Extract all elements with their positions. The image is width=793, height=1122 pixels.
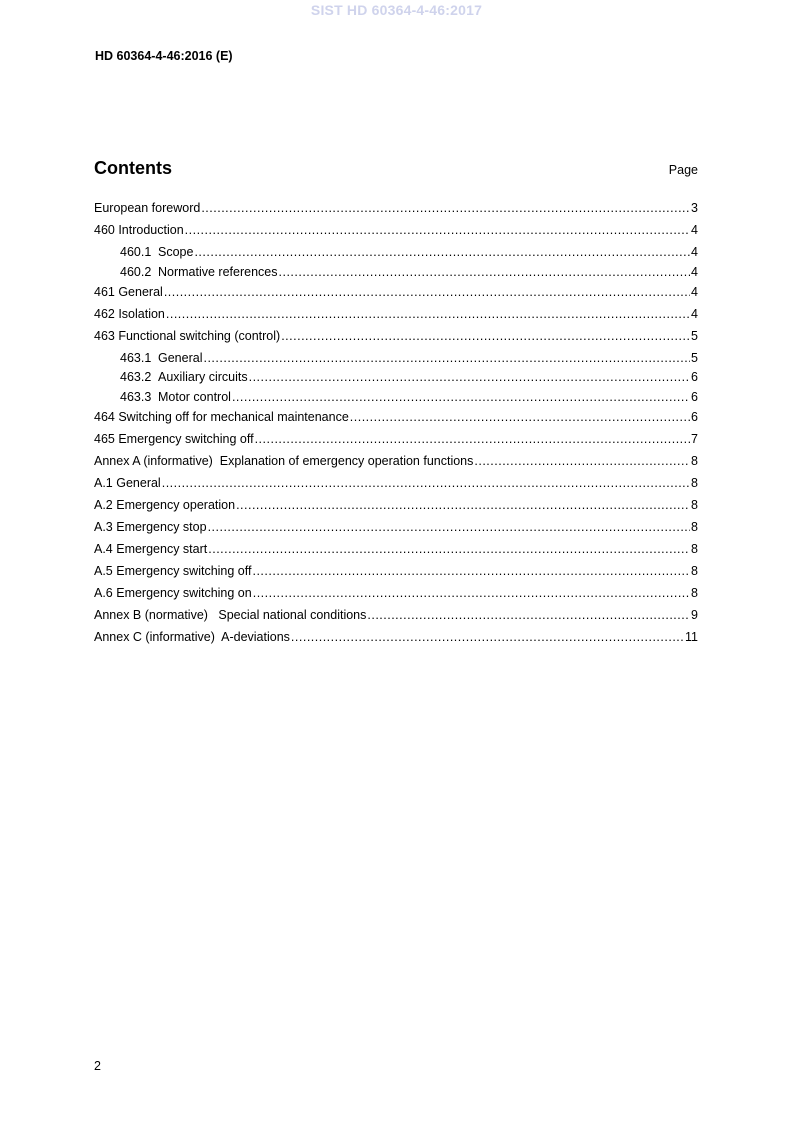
toc-entry-page: 3 (691, 201, 698, 215)
toc-entry-page: 8 (691, 541, 698, 556)
toc-entry-title: 464 Switching off for mechanical maintenance (94, 409, 349, 424)
dot-leader (474, 452, 690, 470)
toc-entry-page: 7 (691, 431, 698, 446)
dot-leader (185, 221, 690, 239)
toc-entry[interactable] (94, 628, 698, 650)
toc-entry[interactable] (94, 305, 698, 327)
toc-entry-page: 8 (691, 497, 698, 512)
toc-entry-title: A.6 Emergency switching on (94, 585, 252, 600)
toc-subentry-title: Normative references (158, 264, 278, 279)
toc-entry-title: Annex B (normative) Special national conditions (94, 607, 367, 622)
toc-entry-title: 463 Functional switching (control) (94, 328, 281, 343)
toc-subentry-number: 463.1 (120, 350, 152, 365)
dot-leader (253, 584, 690, 602)
toc-entry[interactable] (94, 408, 698, 430)
toc-entry[interactable] (94, 283, 698, 305)
dot-leader (281, 327, 690, 345)
toc-entry[interactable] (94, 562, 698, 584)
toc-entry-title: 460 Introduction (94, 223, 184, 237)
toc-entry[interactable] (94, 540, 698, 562)
dot-leader (208, 518, 690, 536)
dot-leader (350, 408, 690, 426)
table-of-contents (94, 199, 698, 650)
page-column-label: Page (668, 163, 698, 177)
dot-leader (232, 388, 690, 406)
dot-leader (194, 243, 690, 261)
toc-subentry[interactable] (94, 263, 698, 283)
toc-entry-title: A.1 General (94, 475, 161, 490)
toc-entry-page: 8 (691, 585, 698, 600)
toc-entry[interactable] (94, 430, 698, 452)
toc-entry-page: 8 (691, 563, 698, 578)
toc-subentry-title: Scope (158, 245, 194, 259)
toc-subentry[interactable] (94, 368, 698, 388)
toc-entry-title: A.4 Emergency start (94, 541, 208, 556)
dot-leader (164, 283, 690, 301)
toc-entry-page: 4 (691, 223, 698, 237)
toc-subentry[interactable] (94, 388, 698, 408)
toc-entry-title: Annex A (informative) Explanation of emergency operation functions (94, 453, 474, 468)
toc-subentry-number: 460.1 (120, 245, 152, 259)
toc-entry-page: 5 (691, 350, 698, 365)
toc-entry[interactable] (94, 327, 698, 349)
dot-leader (203, 349, 690, 367)
toc-entry[interactable] (94, 221, 698, 243)
toc-entry[interactable] (94, 474, 698, 496)
toc-subentry-number: 463.3 (120, 389, 152, 404)
dot-leader (249, 368, 690, 386)
dot-leader (291, 628, 684, 646)
toc-entry[interactable] (94, 518, 698, 540)
toc-entry-title: 465 Emergency switching off (94, 431, 254, 446)
toc-entry[interactable] (94, 199, 698, 221)
toc-entry-page: 6 (691, 370, 698, 384)
toc-entry-title: 461 General (94, 284, 163, 299)
toc-subentry-title: General (158, 350, 203, 365)
toc-entry-page: 9 (691, 607, 698, 622)
page-number: 2 (94, 1059, 101, 1073)
toc-entry-page: 8 (691, 453, 698, 468)
dot-leader (367, 606, 690, 624)
toc-entry-page: 4 (691, 284, 698, 299)
toc-entry[interactable] (94, 452, 698, 474)
toc-subentry[interactable] (94, 349, 698, 369)
toc-entry-page: 11 (685, 629, 698, 644)
toc-entry-page: 8 (691, 475, 698, 490)
toc-subentry[interactable] (94, 243, 698, 263)
contents-title: Contents (94, 158, 172, 178)
toc-entry-title: Annex C (informative) A-deviations (94, 629, 290, 644)
dot-leader (236, 496, 690, 514)
toc-entry-title: A.5 Emergency switching off (94, 563, 252, 578)
toc-subentry-title: Auxiliary circuits (158, 370, 248, 384)
dot-leader (201, 199, 690, 217)
toc-entry-title: European foreword (94, 201, 201, 215)
toc-entry[interactable] (94, 496, 698, 518)
toc-entry-page: 5 (691, 328, 698, 343)
toc-subentry-title: Motor control (158, 389, 231, 404)
toc-entry[interactable] (94, 584, 698, 606)
toc-subentry-number: 460.2 (120, 264, 152, 279)
toc-entry-page: 8 (691, 519, 698, 534)
toc-entry-title: 462 Isolation (94, 306, 165, 321)
toc-entry-page: 4 (691, 264, 698, 279)
document-id-header: HD 60364-4-46:2016 (E) (95, 49, 233, 63)
toc-entry[interactable] (94, 606, 698, 628)
toc-subentry-number: 463.2 (120, 370, 152, 384)
toc-entry-page: 6 (691, 389, 698, 404)
dot-leader (252, 562, 690, 580)
toc-entry-page: 6 (691, 409, 698, 424)
toc-entry-title: A.2 Emergency operation (94, 497, 236, 512)
watermark: SIST HD 60364-4-46:2017 (310, 2, 483, 18)
toc-entry-page: 4 (691, 245, 698, 259)
dot-leader (162, 474, 690, 492)
dot-leader (279, 263, 691, 281)
dot-leader (255, 430, 690, 448)
toc-entry-page: 4 (691, 306, 698, 321)
dot-leader (166, 305, 690, 323)
dot-leader (208, 540, 690, 558)
toc-entry-title: A.3 Emergency stop (94, 519, 207, 534)
